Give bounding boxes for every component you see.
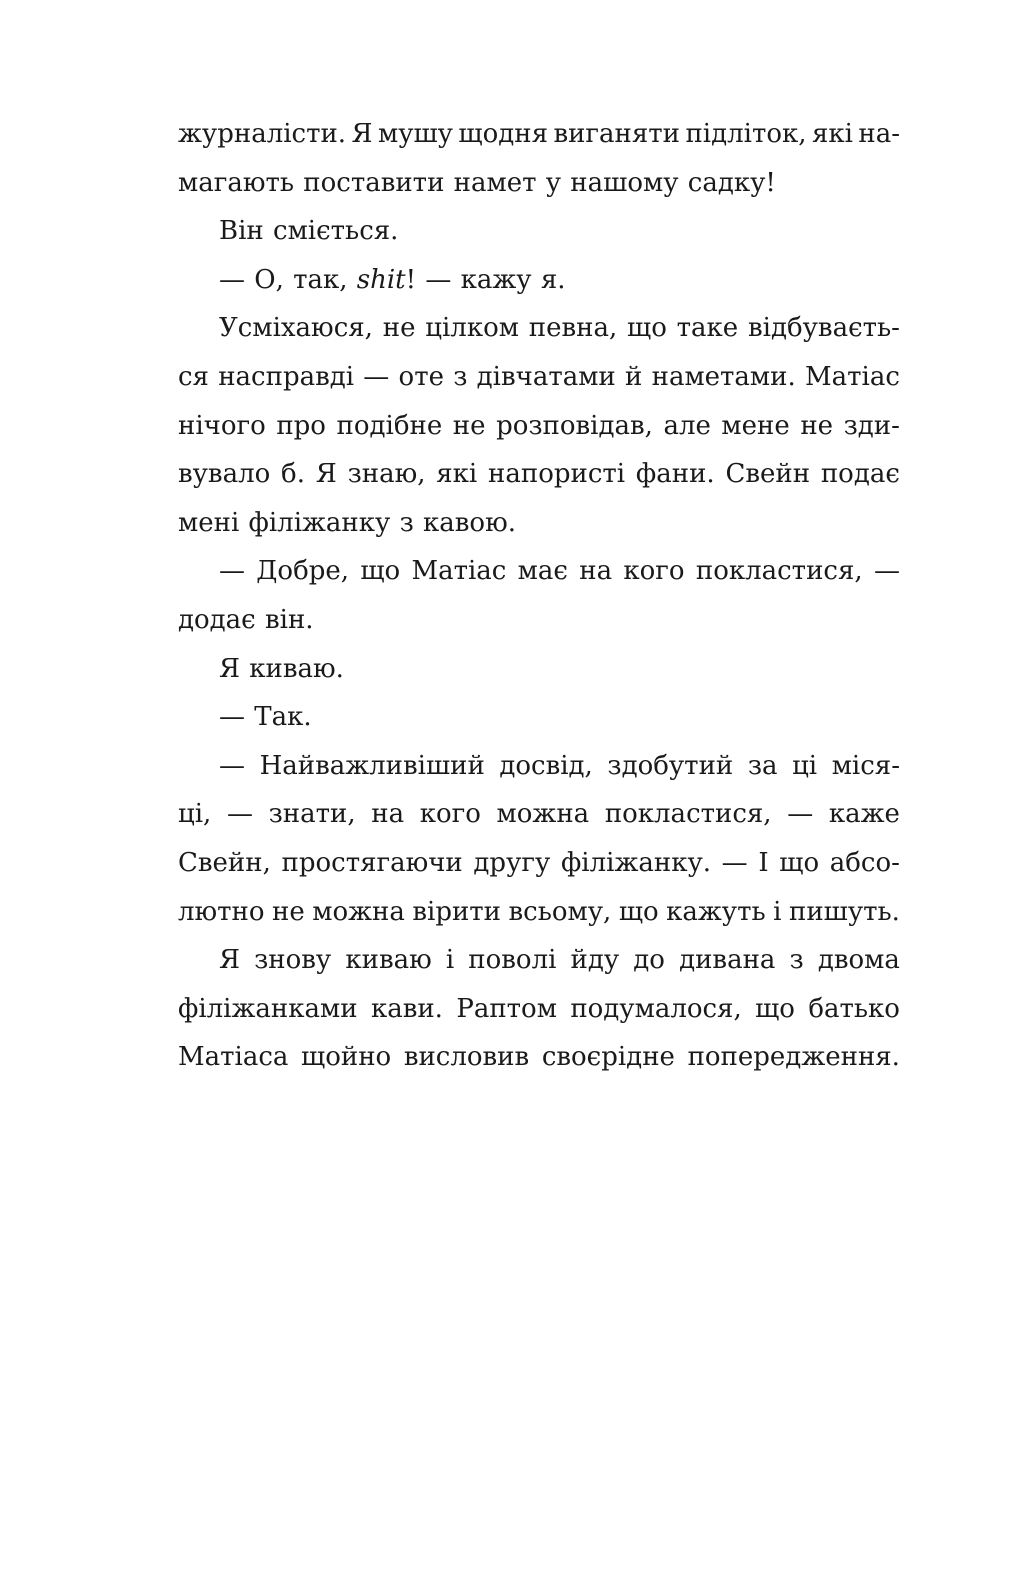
word: поволі bbox=[468, 945, 557, 976]
word: ся bbox=[178, 361, 209, 392]
word: до bbox=[633, 945, 665, 976]
word: Я bbox=[351, 119, 373, 149]
word: дивана bbox=[679, 945, 776, 976]
word: подає bbox=[820, 459, 900, 490]
word: двома bbox=[817, 945, 900, 976]
text-line bbox=[178, 159, 900, 208]
word: мушу bbox=[377, 119, 453, 149]
word: про bbox=[276, 410, 326, 441]
word: Матіаса bbox=[178, 1042, 289, 1073]
line-text-pre: — О, так, bbox=[219, 264, 357, 295]
word: лютно bbox=[178, 896, 265, 927]
word: Я bbox=[315, 459, 337, 490]
line-text: мені філіжанку з кавою. bbox=[178, 507, 516, 538]
word: щодня bbox=[458, 119, 548, 149]
word: не bbox=[382, 313, 416, 344]
word: знати, bbox=[268, 799, 356, 830]
word: на bbox=[579, 556, 613, 587]
word: каже bbox=[828, 799, 900, 830]
word: кого bbox=[623, 556, 685, 587]
word: насправді bbox=[218, 361, 355, 392]
word: простягаючи bbox=[281, 847, 463, 878]
word: можна bbox=[496, 799, 590, 830]
word: — bbox=[226, 799, 253, 830]
line-text: Я киваю. bbox=[219, 653, 344, 684]
dialogue-line bbox=[178, 256, 900, 305]
word: кажуть bbox=[666, 896, 766, 927]
word: що bbox=[627, 313, 667, 344]
word: подібне bbox=[336, 410, 443, 441]
word: цілком bbox=[425, 313, 519, 344]
word: але bbox=[663, 410, 711, 441]
word: — bbox=[787, 799, 814, 830]
word: всьому, bbox=[508, 896, 612, 927]
word: здобутий bbox=[607, 750, 734, 781]
word: другу bbox=[473, 847, 551, 878]
word: певна, bbox=[528, 313, 618, 344]
word: подумалося, bbox=[570, 993, 742, 1024]
word: покластися, bbox=[604, 799, 772, 830]
word: Матіас bbox=[805, 361, 900, 392]
line-text-emphasis: shit bbox=[356, 264, 406, 295]
text-line bbox=[178, 402, 900, 451]
word: щойно bbox=[301, 1042, 392, 1073]
word: — bbox=[721, 847, 748, 878]
text-line bbox=[178, 790, 900, 839]
word: не bbox=[272, 896, 305, 927]
word: які bbox=[811, 119, 853, 149]
text-line bbox=[178, 499, 900, 548]
word: й bbox=[625, 361, 643, 392]
word: ці, bbox=[178, 799, 212, 830]
word: киваю bbox=[345, 945, 432, 976]
text-line bbox=[178, 596, 900, 645]
word: досвід, bbox=[499, 750, 593, 781]
line-text: Він сміється. bbox=[219, 216, 399, 247]
word: — bbox=[363, 361, 390, 392]
word: своєрідне bbox=[541, 1042, 675, 1073]
word: покластися, bbox=[695, 556, 863, 587]
word: знаю, bbox=[347, 459, 426, 490]
word: вірити bbox=[412, 896, 502, 927]
paragraph-line bbox=[178, 304, 900, 353]
word: кави. bbox=[370, 993, 443, 1024]
word: Найважливіший bbox=[259, 750, 485, 781]
dialogue-line bbox=[178, 742, 900, 791]
word: не bbox=[800, 410, 834, 441]
word: попередження. bbox=[687, 1042, 900, 1073]
word: виганяти bbox=[553, 119, 680, 149]
word: філіжанку. bbox=[560, 847, 712, 878]
text-line bbox=[178, 888, 900, 937]
line-text-post: ! — кажу я. bbox=[405, 264, 566, 295]
word: Свейн, bbox=[178, 847, 271, 878]
line-text: магають поставити намет у нашому садку! bbox=[178, 167, 776, 198]
dialogue-line bbox=[178, 693, 900, 742]
word: зди- bbox=[843, 410, 900, 441]
word: на bbox=[371, 799, 405, 830]
word: фани. bbox=[635, 459, 715, 490]
word: філіжанками bbox=[178, 993, 358, 1024]
word: пишуть. bbox=[788, 896, 900, 927]
word: батько bbox=[808, 993, 900, 1024]
word: що bbox=[360, 556, 401, 587]
word: розповідав, bbox=[496, 410, 653, 441]
word: дівчатами bbox=[476, 361, 616, 392]
dialogue-line bbox=[178, 547, 900, 596]
word: Матіас bbox=[411, 556, 507, 587]
word: що bbox=[755, 993, 795, 1024]
paragraph-line bbox=[178, 207, 900, 256]
word: знову bbox=[254, 945, 332, 976]
text-line bbox=[178, 985, 900, 1034]
paragraph-line bbox=[178, 645, 900, 694]
word: Раптом bbox=[456, 993, 557, 1024]
word: можна bbox=[312, 896, 405, 927]
word: має bbox=[517, 556, 568, 587]
word: з bbox=[789, 945, 804, 976]
word: ці bbox=[792, 750, 818, 781]
word: Я bbox=[219, 945, 240, 976]
word: оте bbox=[398, 361, 444, 392]
word: вувало bbox=[178, 459, 271, 490]
word: що bbox=[618, 896, 659, 927]
word: і bbox=[773, 896, 782, 927]
word: за bbox=[747, 750, 778, 781]
word: напористі bbox=[488, 459, 626, 490]
word: Усміхаюся, bbox=[219, 313, 373, 344]
word: журналісти. bbox=[178, 119, 347, 149]
word: не bbox=[452, 410, 486, 441]
text-line bbox=[178, 353, 900, 402]
word: з bbox=[453, 361, 468, 392]
line-text: — Так. bbox=[219, 702, 312, 733]
word: підліток, bbox=[685, 119, 807, 149]
word: абсо- bbox=[829, 847, 900, 878]
word: нічого bbox=[178, 410, 266, 441]
paragraph-line bbox=[178, 936, 900, 985]
word: які bbox=[436, 459, 478, 490]
word: наметами. bbox=[651, 361, 796, 392]
book-page bbox=[178, 110, 900, 1082]
line-text: додає він. bbox=[178, 604, 314, 635]
word: — bbox=[219, 556, 245, 587]
word: б. bbox=[281, 459, 305, 490]
word: мiся- bbox=[831, 750, 900, 781]
word: на- bbox=[858, 119, 900, 149]
text-line bbox=[178, 110, 900, 159]
word: йду bbox=[570, 945, 620, 976]
word: відбуваєть- bbox=[748, 313, 900, 344]
word: — bbox=[219, 750, 245, 781]
word: мене bbox=[721, 410, 790, 441]
word: що bbox=[779, 847, 820, 878]
word: висловив bbox=[403, 1042, 530, 1073]
word: таке bbox=[676, 313, 739, 344]
word: і bbox=[445, 945, 455, 976]
word: — bbox=[873, 556, 900, 587]
word: І bbox=[758, 847, 769, 878]
word: кого bbox=[419, 799, 481, 830]
text-line bbox=[178, 1033, 900, 1082]
word: Добре, bbox=[256, 556, 350, 587]
text-line bbox=[178, 450, 900, 499]
word: Свейн bbox=[725, 459, 811, 490]
text-line bbox=[178, 839, 900, 888]
